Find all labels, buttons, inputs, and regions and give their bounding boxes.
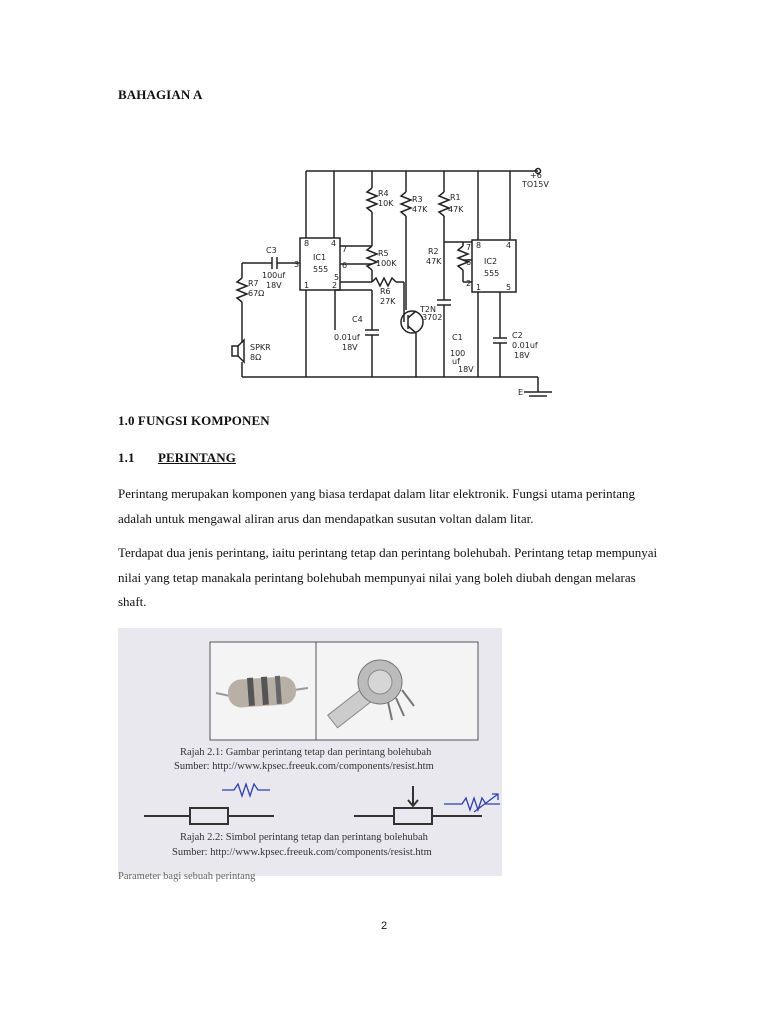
ic2-pin-1: 1: [476, 283, 482, 292]
c1-unit: uf: [452, 357, 460, 366]
supply-voltage-label: +6: [530, 171, 542, 180]
ic1-pin-7: 7: [342, 245, 348, 254]
figure-caption-2: Rajah 2.2: Simbol perintang tetap dan perintang bolehubah: [180, 832, 428, 843]
r5-value: 100K: [376, 259, 397, 268]
c1-value: 100: [450, 349, 466, 358]
paragraph-2: Terdapat dua jenis perintang, iaitu perintang tetap dan perintang bolehubah. Perintang tetap mempunyai nilai yang tetap manakala perintang bolehubah mempunyai nilai yang boleh diubah dengan melaras shaft.: [118, 545, 658, 609]
ic1-type: 555: [313, 265, 329, 274]
speaker-label: SPKR: [250, 343, 271, 352]
ic1-pin-4: 4: [331, 239, 337, 248]
subsection-title: PERINTANG: [158, 450, 236, 465]
figure-cut-text: Parameter bagi sebuah perintang: [118, 871, 256, 882]
subsection-number: 1.1: [118, 450, 135, 465]
ic1-pin-6: 6: [342, 261, 348, 270]
ic2-pin-7: 7: [466, 243, 472, 252]
transistor-label: T2N: [420, 305, 436, 314]
r6-value: 27K: [380, 297, 396, 306]
speaker-value: 8Ω: [250, 353, 262, 362]
r5-label: R5: [378, 249, 389, 258]
paragraph-1: Perintang merupakan komponen yang biasa terdapat dalam litar elektronik. Fungsi utama perintang adalah untuk mengawal aliran arus dan mendapatkan susutan voltan dalam litar.: [118, 486, 635, 526]
transistor-value: 3702: [422, 313, 443, 322]
circuit-schematic: [222, 160, 560, 400]
c4-voltage: 18V: [342, 343, 358, 352]
ic2-pin-2: 2: [466, 279, 472, 288]
ic2-pin-6: 6: [466, 258, 472, 267]
r4-value: 10K: [378, 199, 394, 208]
r3-value: 47K: [412, 205, 428, 214]
ic2-type: 555: [484, 269, 500, 278]
r2-value: 47K: [426, 257, 442, 266]
figure-source-1: Sumber: http://www.kpsec.freeuk.com/components/resist.htm: [174, 761, 434, 772]
r1-label: R1: [450, 193, 461, 202]
c3-value: 100uf: [262, 271, 286, 280]
ic2-pin-4: 4: [506, 241, 512, 250]
c2-voltage: 18V: [514, 351, 530, 360]
r4-label: R4: [378, 189, 389, 198]
ground-label: E: [518, 388, 524, 397]
ic2-pin-8: 8: [476, 241, 482, 250]
figure-caption-1: Rajah 2.1: Gambar perintang tetap dan perintang bolehubah: [180, 747, 432, 758]
section-heading: 1.0 FUNGSI KOMPONEN: [118, 413, 270, 428]
c1-voltage: 18V: [458, 365, 474, 374]
c3-label: C3: [266, 246, 277, 255]
ic1-pin-8: 8: [304, 239, 310, 248]
supply-range-label: TO15V: [522, 180, 549, 189]
ic2-pin-5: 5: [506, 283, 512, 292]
ic1-pin-3: 3: [294, 260, 300, 269]
c4-label: C4: [352, 315, 363, 324]
c2-value: 0.01uf: [512, 341, 538, 350]
ic1-name: IC1: [313, 253, 327, 262]
ic2-name: IC2: [484, 257, 498, 266]
scanned-figure: [118, 628, 502, 882]
subsection-heading: [118, 450, 236, 466]
r7-value: 67Ω: [248, 289, 265, 298]
c4-value: 0.01uf: [334, 333, 360, 342]
c2-label: C2: [512, 331, 523, 340]
r3-label: R3: [412, 195, 423, 204]
c1-label: C1: [452, 333, 463, 342]
ic1-pin-2: 2: [332, 281, 338, 290]
ic1-pin-5: 5: [334, 273, 340, 282]
r7-label: R7: [248, 279, 259, 288]
page-number: 2: [380, 920, 388, 932]
r1-value: 47K: [448, 205, 464, 214]
section-title: BAHAGIAN A: [118, 87, 203, 102]
ic1-pin-1: 1: [304, 281, 310, 290]
r2-label: R2: [428, 247, 439, 256]
r6-label: R6: [380, 287, 391, 296]
figure-source-2: Sumber: http://www.kpsec.freeuk.com/components/resist.htm: [172, 847, 432, 858]
c3-voltage: 18V: [266, 281, 282, 290]
